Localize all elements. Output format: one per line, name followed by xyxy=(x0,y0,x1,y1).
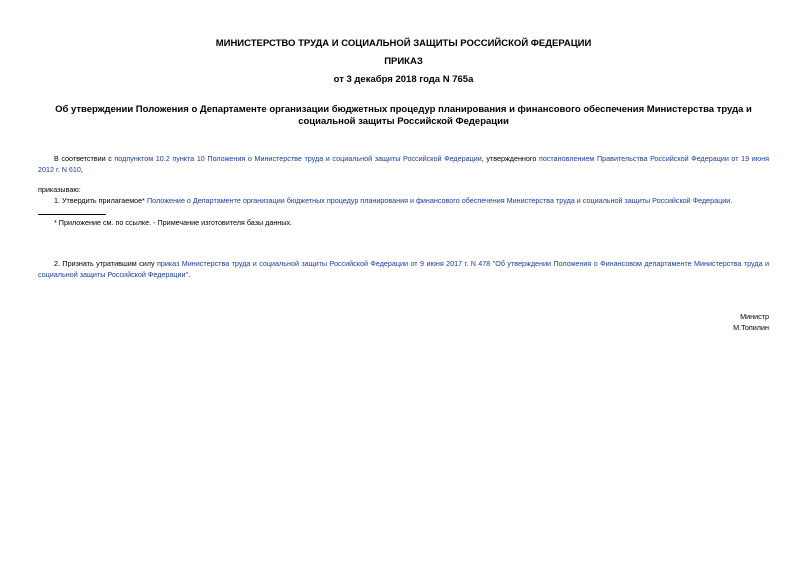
item-1-link-regulation[interactable]: Положение о Департаменте организации бюджетных процедур планирования и финансового обеспечения Министерства труда и социальной защиты Российской Федерации xyxy=(146,196,731,205)
footnote-text: * Приложение см. по ссылке. - Примечание изготовителя базы данных. xyxy=(54,218,293,227)
footnote-divider xyxy=(38,214,106,215)
preamble-text-before: В соответствии с xyxy=(54,154,115,163)
item-1-paragraph xyxy=(54,196,769,207)
preamble-paragraph xyxy=(38,154,769,175)
item-1-text-before: 1. Утвердить прилагаемое* xyxy=(54,196,147,205)
item-2-text-after: . xyxy=(188,269,191,279)
preamble-text-middle: , утвержденного xyxy=(481,154,539,163)
item-2-paragraph xyxy=(38,259,769,280)
item-1-text-after: . xyxy=(730,196,733,205)
document-subject: Об утверждении Положения о Департаменте организации бюджетных процедур планирования и финансового обеспечения Министерства труда и социальной защиты Российской Федерации xyxy=(55,104,752,127)
preamble-text-after: , xyxy=(80,164,83,174)
item-2-link-order[interactable]: приказ Министерства труда и социальной защиты Российской Федерации от 9 июня 2017 г. N 478 "Об утверждении Положения о Финансовом департаменте Министерства труда и социальной защиты Российской Федерации" xyxy=(38,259,769,279)
doc-type-heading: ПРИКАЗ xyxy=(384,56,423,67)
date-number-heading: от 3 декабря 2018 года N 765а xyxy=(333,74,474,85)
preamble-link-resolution[interactable]: постановлением Правительства Российской Федерации от 19 июня 2012 г. N 610 xyxy=(38,154,770,174)
signature-title: Министр xyxy=(740,312,769,321)
item-2-text-before: 2. Признать утратившим силу xyxy=(54,259,157,268)
order-word: приказываю: xyxy=(38,185,81,194)
signature-name: М.Топилин xyxy=(733,323,769,332)
ministry-heading: МИНИСТЕРСТВО ТРУДА И СОЦИАЛЬНОЙ ЗАЩИТЫ РОССИЙСКОЙ ФЕДЕРАЦИИ xyxy=(215,38,592,49)
preamble-link-regulation[interactable]: подпунктом 10.2 пункта 10 Положения о Министерстве труда и социальной защиты Российской Федерации xyxy=(114,154,482,163)
